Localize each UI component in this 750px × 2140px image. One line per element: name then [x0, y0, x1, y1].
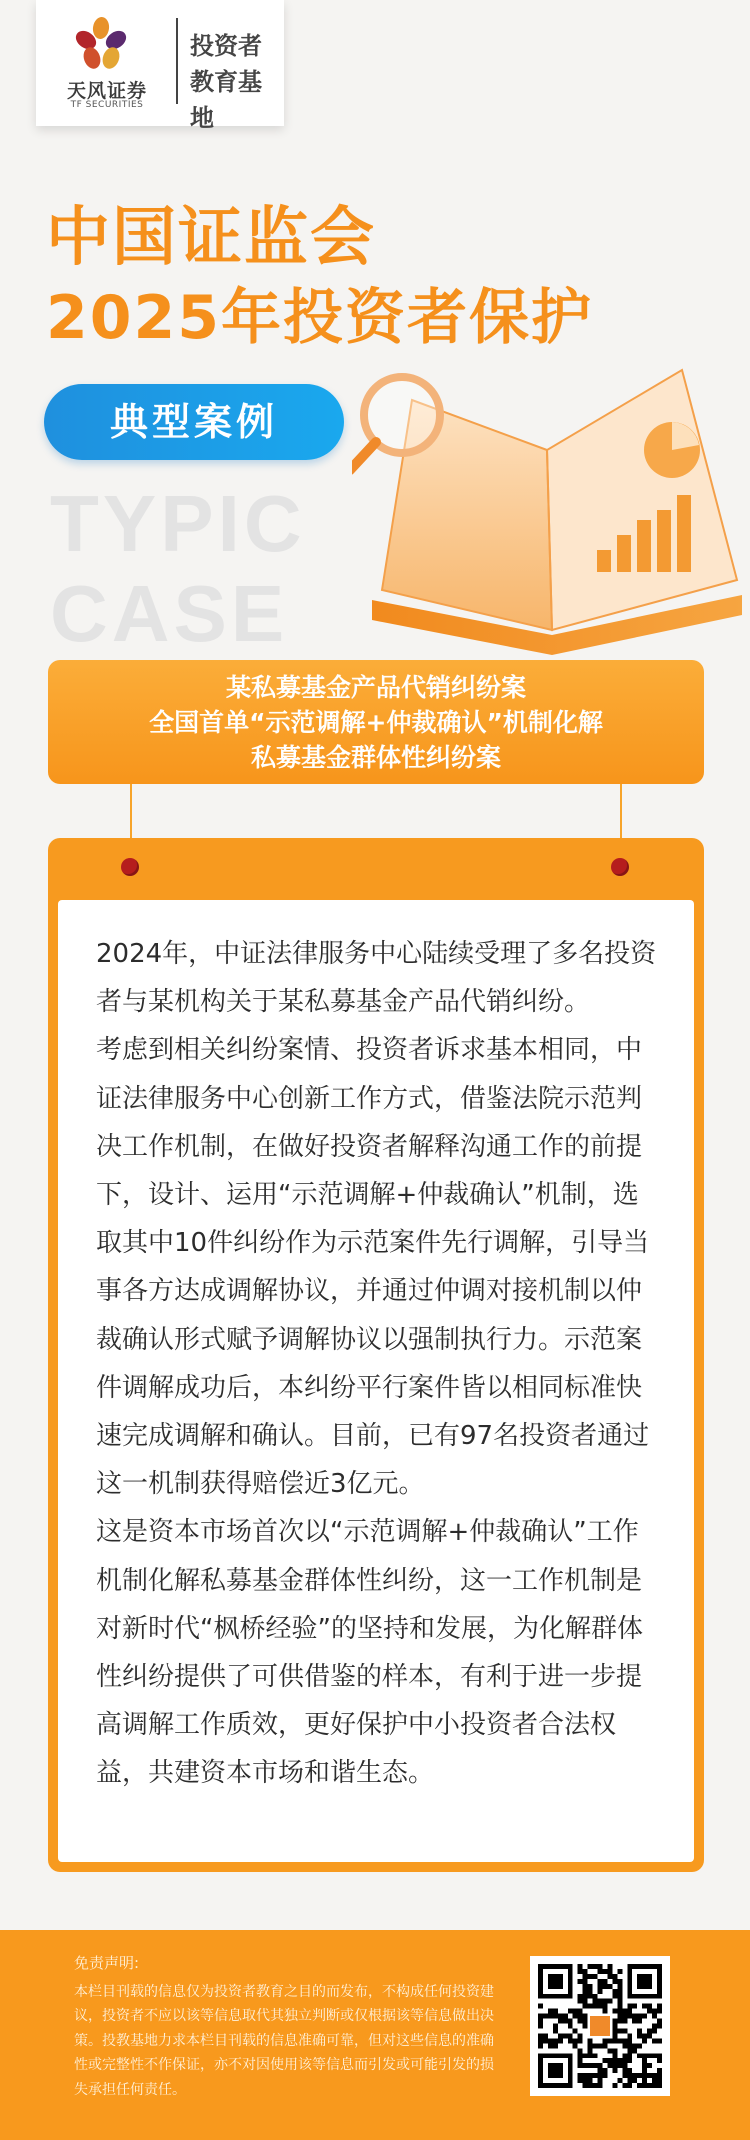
logo-tagline-line1: 投资者	[190, 32, 262, 60]
logo-name-en: TF SECURITIES	[70, 100, 144, 110]
case-title-line3: 私募基金群体性纠纷案	[250, 743, 501, 772]
pin-icon	[611, 858, 629, 876]
case-content-body	[58, 900, 694, 1862]
body-paragraph-3: 这是资本市场首次以“示范调解+仲裁确认”工作机制化解私募基金群体性纠纷，这一工作机制是对新时代“枫桥经验”的坚持和发展，为化解群体性纠纷提供了可供借鉴的样本，有利于进一步提高调解工作质效，更好保护中小投资者合法权益，共建资本市场和谐生态。	[96, 1517, 643, 1789]
case-title-line1: 某私募基金产品代销纠纷案	[225, 673, 526, 702]
typical-case-badge: 典型案例	[44, 384, 344, 460]
pin-icon	[121, 858, 139, 876]
connector-line-right	[620, 784, 622, 842]
disclaimer-text: 本栏目刊载的信息仅为投资者教育之目的而发布，不构成任何投资建议，投资者不应以该等信息取代其独立判断或仅根据该等信息做出决策。投教基地力求本栏目刊载的信息准确可靠，但对这些信息的准确性或完整性不作保证，亦不对因使用该等信息而引发或可能引发的损失承担任何责任。	[74, 1984, 494, 2098]
logo-tagline	[190, 28, 280, 136]
main-title-line2: 2025年投资者保护	[46, 283, 593, 353]
tf-logo-icon	[74, 16, 128, 72]
main-title-line1: 中国证监会	[46, 201, 376, 275]
body-paragraph-1: 2024年，中证法律服务中心陆续受理了多名投资者与某机构关于某私募基金产品代销纠纷。	[96, 939, 657, 1018]
logo-name-cn: 天风证券	[66, 80, 147, 102]
qr-code	[530, 1956, 670, 2096]
logo-tagline-line2: 教育基地	[190, 68, 262, 132]
disclaimer-title: 免责声明:	[74, 1954, 140, 1972]
watermark-typic: TYPIC	[50, 479, 306, 568]
connector-line-left	[130, 784, 132, 842]
case-title-banner	[48, 660, 704, 784]
body-paragraph-2: 考虑到相关纠纷案情、投资者诉求基本相同，中证法律服务中心创新工作方式，借鉴法院示范判决工作机制，在做好投资者解释沟通工作的前提下，设计、运用“示范调解+仲裁确认”机制，选取其中10件纠纷作为示范案件先行调解，引导当事各方达成调解协议，并通过仲调对接机制以仲裁确认形式赋予调解协议以强制执行力。示范案件调解成功后，本纠纷平行案件皆以相同标准快速完成调解和确认。目前，已有97名投资者通过这一机制获得赔偿近3亿元。	[96, 1035, 650, 1500]
footer	[0, 1930, 750, 2140]
logo-divider	[176, 18, 178, 104]
case-title-line2: 全国首单“示范调解+仲裁确认”机制化解	[149, 708, 603, 737]
book-illustration-icon	[352, 360, 750, 660]
logo-card	[36, 0, 284, 132]
case-content-frame	[48, 838, 704, 1872]
watermark-case: CASE	[50, 569, 289, 658]
qr-code-icon	[538, 1964, 662, 2088]
